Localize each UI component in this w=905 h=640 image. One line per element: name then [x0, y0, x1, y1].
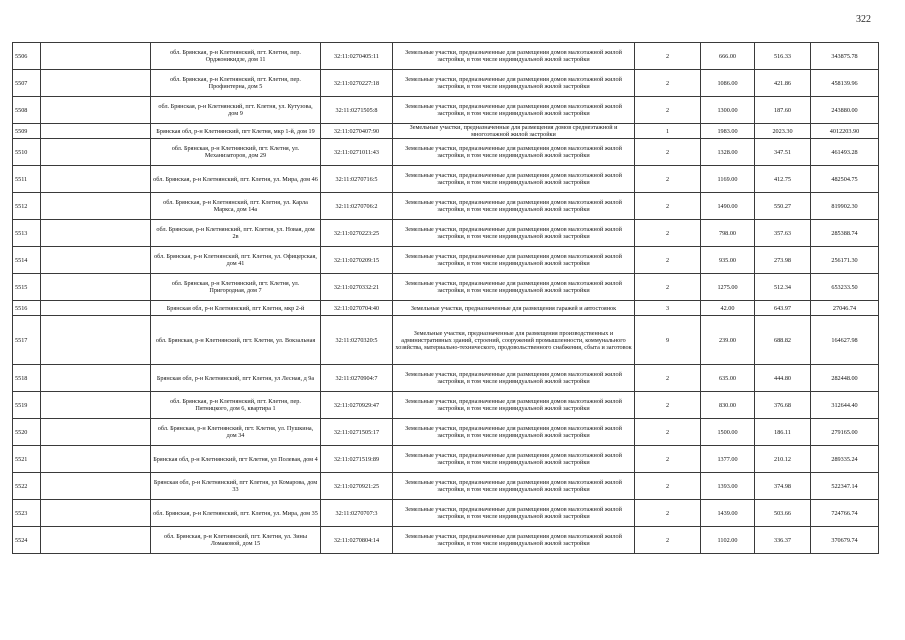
- cadastral-value-cell: 724766.74: [811, 500, 879, 527]
- address-cell: обл. Брянская, р-н Клетнянский, пгт. Клетня, пер. Пятницкого, дом 6, квартира 1: [151, 392, 321, 419]
- address-cell: обл. Брянская, р-н Клетнянский, пгт. Клетня, ул. Пушкина, дом 34: [151, 419, 321, 446]
- address-cell: Брянская обл, р-н Клетнянский, пгт Клетня, ул Лесная, д 9а: [151, 365, 321, 392]
- row-number-cell: 5512: [13, 193, 41, 220]
- table-row: [13, 70, 879, 97]
- address-cell: обл. Брянская, р-н Клетнянский, пгт. Клетня, ул. Кутузова, дом 9: [151, 97, 321, 124]
- land-use-cell: Земельные участки, предназначенные для размещения домов малоэтажной жилой застройки, в том числе индивидуальной жилой застройки: [393, 392, 635, 419]
- blank-cell: [41, 527, 151, 554]
- blank-cell: [41, 124, 151, 139]
- table-row: [13, 301, 879, 316]
- cadastral-value-cell: 4012203.90: [811, 124, 879, 139]
- blank-cell: [41, 139, 151, 166]
- specific-value-cell: 273.98: [755, 247, 811, 274]
- use-group-cell: 2: [635, 139, 701, 166]
- use-group-cell: 2: [635, 70, 701, 97]
- address-cell: обл. Брянская, р-н Клетнянский, пгт. Клетня, ул. Мира, дом 35: [151, 500, 321, 527]
- area-cell: 635.00: [701, 365, 755, 392]
- blank-cell: [41, 274, 151, 301]
- cadastral-value-cell: 256171.30: [811, 247, 879, 274]
- cadastral-number-cell: 32:11:0270706:2: [321, 193, 393, 220]
- cadastral-number-cell: 32:11:0270332:21: [321, 274, 393, 301]
- address-cell: обл. Брянская, р-н Клетнянский, пгт. Клетня, ул. Пригородная, дом 7: [151, 274, 321, 301]
- cadastral-number-cell: 32:11:0270804:14: [321, 527, 393, 554]
- cadastral-value-cell: 312644.40: [811, 392, 879, 419]
- land-use-cell: Земельные участки, предназначенные для размещения домов среднеэтажной и многоэтажной жилой застройки: [393, 124, 635, 139]
- land-use-cell: Земельные участки, предназначенные для размещения гаражей и автостоянок: [393, 301, 635, 316]
- table-row: [13, 316, 879, 365]
- address-cell: обл. Брянская, р-н Клетнянский, пгт. Клетня, ул. Офицерская, дом 41: [151, 247, 321, 274]
- row-number-cell: 5519: [13, 392, 41, 419]
- row-number-cell: 5515: [13, 274, 41, 301]
- use-group-cell: 2: [635, 473, 701, 500]
- land-use-cell: Земельные участки, предназначенные для размещения домов малоэтажной жилой застройки, в том числе индивидуальной жилой застройки: [393, 166, 635, 193]
- area-cell: 42.00: [701, 301, 755, 316]
- use-group-cell: 9: [635, 316, 701, 365]
- land-use-cell: Земельные участки, предназначенные для размещения домов малоэтажной жилой застройки, в том числе индивидуальной жилой застройки: [393, 97, 635, 124]
- cadastral-number-cell: 32:11:0271505:8: [321, 97, 393, 124]
- area-cell: 1439.00: [701, 500, 755, 527]
- cadastral-number-cell: 32:11:0270320:5: [321, 316, 393, 365]
- cadastral-value-cell: 27046.74: [811, 301, 879, 316]
- table-row: [13, 124, 879, 139]
- blank-cell: [41, 419, 151, 446]
- specific-value-cell: 412.75: [755, 166, 811, 193]
- specific-value-cell: 512.34: [755, 274, 811, 301]
- table-row: [13, 473, 879, 500]
- table-row: [13, 500, 879, 527]
- cadastral-value-cell: 279165.00: [811, 419, 879, 446]
- cadastral-number-cell: 32:11:0270223:25: [321, 220, 393, 247]
- area-cell: 1377.00: [701, 446, 755, 473]
- blank-cell: [41, 500, 151, 527]
- land-use-cell: Земельные участки, предназначенные для размещения домов малоэтажной жилой застройки, в том числе индивидуальной жилой застройки: [393, 365, 635, 392]
- area-cell: 1393.00: [701, 473, 755, 500]
- specific-value-cell: 376.68: [755, 392, 811, 419]
- use-group-cell: 2: [635, 220, 701, 247]
- address-cell: Брянская обл, р-н Клетнянский, пгт Клетня, ул Комарова, дом 33: [151, 473, 321, 500]
- table-row: [13, 446, 879, 473]
- blank-cell: [41, 193, 151, 220]
- specific-value-cell: 550.27: [755, 193, 811, 220]
- area-cell: 1102.00: [701, 527, 755, 554]
- land-use-cell: Земельные участки, предназначенные для размещения домов малоэтажной жилой застройки, в том числе индивидуальной жилой застройки: [393, 193, 635, 220]
- specific-value-cell: 336.37: [755, 527, 811, 554]
- area-cell: 239.00: [701, 316, 755, 365]
- cadastral-value-cell: 522347.14: [811, 473, 879, 500]
- blank-cell: [41, 166, 151, 193]
- table-row: [13, 274, 879, 301]
- specific-value-cell: 186.11: [755, 419, 811, 446]
- table-row: [13, 527, 879, 554]
- land-use-cell: Земельные участки, предназначенные для размещения домов малоэтажной жилой застройки, в том числе индивидуальной жилой застройки: [393, 139, 635, 166]
- row-number-cell: 5523: [13, 500, 41, 527]
- table-row: [13, 139, 879, 166]
- blank-cell: [41, 473, 151, 500]
- cadastral-value-cell: 289335.24: [811, 446, 879, 473]
- use-group-cell: 2: [635, 446, 701, 473]
- land-use-cell: Земельные участки, предназначенные для размещения домов малоэтажной жилой застройки, в том числе индивидуальной жилой застройки: [393, 247, 635, 274]
- address-cell: обл. Брянская, р-н Клетнянский, пгт. Клетня, ул. Механизаторов, дом 29: [151, 139, 321, 166]
- table-row: [13, 392, 879, 419]
- use-group-cell: 2: [635, 365, 701, 392]
- cadastral-number-cell: 32:11:0271011:43: [321, 139, 393, 166]
- address-cell: обл. Брянская, р-н Клетнянский, пгт. Клетня, ул. Зины Ломаковой, дом 15: [151, 527, 321, 554]
- specific-value-cell: 210.12: [755, 446, 811, 473]
- specific-value-cell: 516.33: [755, 43, 811, 70]
- table-row: [13, 97, 879, 124]
- cadastral-number-cell: 32:11:0270704:40: [321, 301, 393, 316]
- cadastral-number-cell: 32:11:0271505:17: [321, 419, 393, 446]
- cadastral-number-cell: 32:11:0270716:5: [321, 166, 393, 193]
- address-cell: Брянская обл, р-н Клетнянский, пгт Клетня, мкр 2-й: [151, 301, 321, 316]
- use-group-cell: 2: [635, 193, 701, 220]
- use-group-cell: 2: [635, 247, 701, 274]
- specific-value-cell: 688.82: [755, 316, 811, 365]
- cadastral-value-cell: 343875.78: [811, 43, 879, 70]
- specific-value-cell: 357.63: [755, 220, 811, 247]
- cadastral-number-cell: 32:11:0270904:7: [321, 365, 393, 392]
- page-number: 322: [856, 14, 871, 25]
- blank-cell: [41, 43, 151, 70]
- row-number-cell: 5518: [13, 365, 41, 392]
- address-cell: Брянская обл, р-н Клетнянский, пгт Клетня, ул Полевая, дом 4: [151, 446, 321, 473]
- specific-value-cell: 444.80: [755, 365, 811, 392]
- area-cell: 1300.00: [701, 97, 755, 124]
- blank-cell: [41, 446, 151, 473]
- cadastral-value-cell: 243880.00: [811, 97, 879, 124]
- row-number-cell: 5521: [13, 446, 41, 473]
- row-number-cell: 5522: [13, 473, 41, 500]
- use-group-cell: 2: [635, 274, 701, 301]
- area-cell: 798.00: [701, 220, 755, 247]
- cadastral-number-cell: 32:11:0270209:15: [321, 247, 393, 274]
- cadastral-value-cell: 370679.74: [811, 527, 879, 554]
- specific-value-cell: 643.97: [755, 301, 811, 316]
- row-number-cell: 5517: [13, 316, 41, 365]
- row-number-cell: 5508: [13, 97, 41, 124]
- cadastral-number-cell: 32:11:0270227:18: [321, 70, 393, 97]
- address-cell: обл. Брянская, р-н Клетнянский, пгт. Клетня, ул. Новая, дом 2в: [151, 220, 321, 247]
- area-cell: 1983.00: [701, 124, 755, 139]
- row-number-cell: 5507: [13, 70, 41, 97]
- use-group-cell: 2: [635, 527, 701, 554]
- land-use-cell: Земельные участки, предназначенные для размещения домов малоэтажной жилой застройки, в том числе индивидуальной жилой застройки: [393, 527, 635, 554]
- cadastral-number-cell: 32:11:0270405:11: [321, 43, 393, 70]
- cadastral-value-cell: 285388.74: [811, 220, 879, 247]
- cadastral-value-cell: 482504.75: [811, 166, 879, 193]
- area-cell: 1086.00: [701, 70, 755, 97]
- row-number-cell: 5509: [13, 124, 41, 139]
- blank-cell: [41, 220, 151, 247]
- land-use-cell: Земельные участки, предназначенные для размещения домов малоэтажной жилой застройки, в том числе индивидуальной жилой застройки: [393, 419, 635, 446]
- land-use-cell: Земельные участки, предназначенные для размещения домов малоэтажной жилой застройки, в том числе индивидуальной жилой застройки: [393, 473, 635, 500]
- cadastral-number-cell: 32:11:0270929:47: [321, 392, 393, 419]
- use-group-cell: 2: [635, 500, 701, 527]
- address-cell: обл. Брянская, р-н Клетнянский, пгт. Клетня, ул. Вокзальная: [151, 316, 321, 365]
- cadastral-value-cell: 819902.30: [811, 193, 879, 220]
- land-use-cell: Земельные участки, предназначенные для размещения домов малоэтажной жилой застройки, в том числе индивидуальной жилой застройки: [393, 446, 635, 473]
- area-cell: 935.00: [701, 247, 755, 274]
- blank-cell: [41, 97, 151, 124]
- row-number-cell: 5513: [13, 220, 41, 247]
- row-number-cell: 5520: [13, 419, 41, 446]
- land-use-cell: Земельные участки, предназначенные для размещения домов малоэтажной жилой застройки, в том числе индивидуальной жилой застройки: [393, 500, 635, 527]
- cadastral-value-cell: 164627.98: [811, 316, 879, 365]
- land-use-cell: Земельные участки, предназначенные для размещения домов малоэтажной жилой застройки, в том числе индивидуальной жилой застройки: [393, 274, 635, 301]
- use-group-cell: 2: [635, 43, 701, 70]
- blank-cell: [41, 301, 151, 316]
- use-group-cell: 2: [635, 166, 701, 193]
- cadastral-value-cell: 458139.96: [811, 70, 879, 97]
- area-cell: 830.00: [701, 392, 755, 419]
- land-registry-table: [12, 42, 879, 554]
- table-row: [13, 43, 879, 70]
- blank-cell: [41, 247, 151, 274]
- address-cell: обл. Брянская, р-н Клетнянский, пгт. Клетня, пер. Орджоникидзе, дом 11: [151, 43, 321, 70]
- land-use-cell: Земельные участки, предназначенные для размещения домов малоэтажной жилой застройки, в том числе индивидуальной жилой застройки: [393, 43, 635, 70]
- area-cell: 1275.00: [701, 274, 755, 301]
- row-number-cell: 5511: [13, 166, 41, 193]
- use-group-cell: 2: [635, 97, 701, 124]
- blank-cell: [41, 70, 151, 97]
- cadastral-number-cell: 32:11:0270707:3: [321, 500, 393, 527]
- cadastral-number-cell: 32:11:0270407:90: [321, 124, 393, 139]
- table-row: [13, 193, 879, 220]
- specific-value-cell: 187.60: [755, 97, 811, 124]
- land-use-cell: Земельные участки, предназначенные для размещения домов малоэтажной жилой застройки, в том числе индивидуальной жилой застройки: [393, 70, 635, 97]
- table-row: [13, 220, 879, 247]
- specific-value-cell: 347.51: [755, 139, 811, 166]
- cadastral-value-cell: 461493.28: [811, 139, 879, 166]
- cadastral-value-cell: 653233.50: [811, 274, 879, 301]
- land-use-cell: Земельные участки, предназначенные для размещения домов малоэтажной жилой застройки, в том числе индивидуальной жилой застройки: [393, 220, 635, 247]
- use-group-cell: 3: [635, 301, 701, 316]
- area-cell: 666.00: [701, 43, 755, 70]
- blank-cell: [41, 365, 151, 392]
- cadastral-value-cell: 282448.00: [811, 365, 879, 392]
- use-group-cell: 2: [635, 392, 701, 419]
- table-body: [13, 43, 879, 554]
- land-use-cell: Земельные участки, предназначенные для размещения производственных и административных зданий, строений, сооружений промышленности, коммунального хозяйства, материально-технического, продовольственного снабжения, сбыта и заготовок: [393, 316, 635, 365]
- row-number-cell: 5510: [13, 139, 41, 166]
- area-cell: 1490.00: [701, 193, 755, 220]
- specific-value-cell: 374.98: [755, 473, 811, 500]
- blank-cell: [41, 392, 151, 419]
- cadastral-number-cell: 32:11:0271519:89: [321, 446, 393, 473]
- row-number-cell: 5514: [13, 247, 41, 274]
- specific-value-cell: 2023.30: [755, 124, 811, 139]
- table-row: [13, 365, 879, 392]
- table-row: [13, 247, 879, 274]
- blank-cell: [41, 316, 151, 365]
- address-cell: обл. Брянская, р-н Клетнянский, пгт. Клетня, пер. Профинтерна, дом 5: [151, 70, 321, 97]
- row-number-cell: 5524: [13, 527, 41, 554]
- use-group-cell: 2: [635, 419, 701, 446]
- address-cell: обл. Брянская, р-н Клетнянский, пгт. Клетня, ул. Мира, дом 46: [151, 166, 321, 193]
- specific-value-cell: 503.66: [755, 500, 811, 527]
- address-cell: обл. Брянская, р-н Клетнянский, пгт. Клетня, ул. Карла Маркса, дом 14а: [151, 193, 321, 220]
- specific-value-cell: 421.86: [755, 70, 811, 97]
- row-number-cell: 5506: [13, 43, 41, 70]
- cadastral-number-cell: 32:11:0270921:25: [321, 473, 393, 500]
- table-row: [13, 166, 879, 193]
- area-cell: 1169.00: [701, 166, 755, 193]
- area-cell: 1328.00: [701, 139, 755, 166]
- address-cell: Брянская обл, р-н Клетнянский, пгт Клетня, мкр 1-й, дом 19: [151, 124, 321, 139]
- use-group-cell: 1: [635, 124, 701, 139]
- table-row: [13, 419, 879, 446]
- area-cell: 1500.00: [701, 419, 755, 446]
- row-number-cell: 5516: [13, 301, 41, 316]
